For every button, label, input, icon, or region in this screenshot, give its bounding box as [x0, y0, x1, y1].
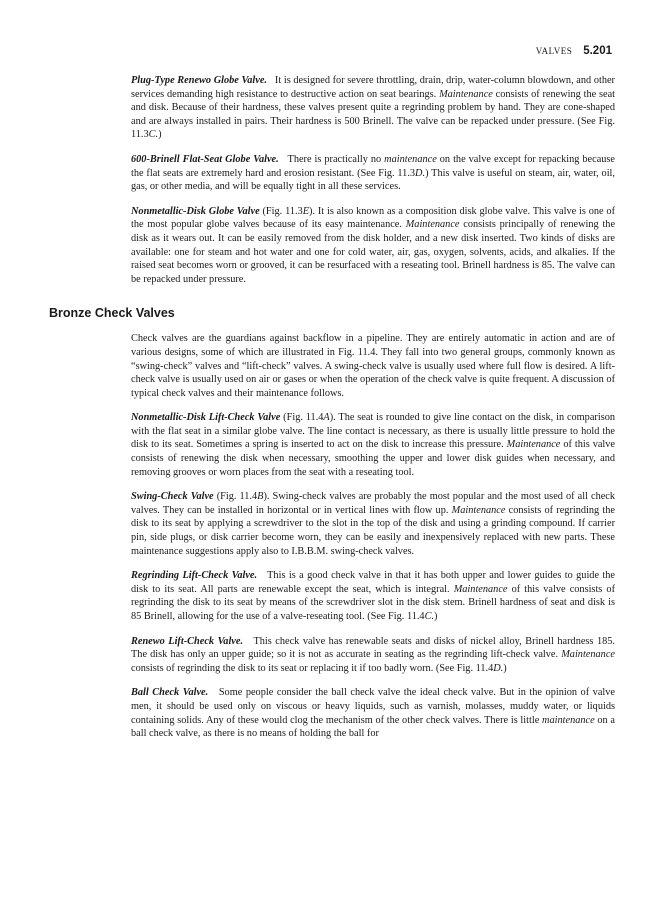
maintenance-term: Maintenance — [561, 649, 615, 661]
run-in-title: Renewo Lift-Check Valve. — [131, 635, 244, 647]
maintenance-term: Maintenance — [453, 583, 508, 595]
maintenance-term: Maintenance — [451, 504, 506, 516]
paragraph-nonmetallic-lift-check: Nonmetallic-Disk Lift-Check Valve (Fig. 11.4A). The seat is rounded to give line contact on the disk, in comparison with the flat seat in a similar globe valve. The line contact is necessary, as there is usually little pressure to hold the disk to its seat. Sometimes a spring is inserted to act on the disk to increase this pressure. Maintenance of this valve consists of renewing the disk when necessary, smoothing the upper and lower disk guides when necessary, and removing grooves or worn places from the seat with a reseating tool. — [131, 412, 615, 478]
figure-ref: D. — [493, 662, 504, 674]
paragraph-nonmetallic-globe: Nonmetallic-Disk Globe Valve (Fig. 11.3E). It is also known as a composition disk globe valve. This valve is one of the most popular globe valves because of its easy maintenance. Maintenance consists principally of renewing the disk as it wears out. It can be easily removed from the disk holder, and a new disk inserted. Two kinds of disks are available: one for steam and hot water and one for cold water, air, gas, oxygen, solvents, acids, and alkalies. If the raised seat becomes worn or grooved, it can be resurfaced with a reseating tool. Brinell hardness is 85. The valve can be repacked under pressure. — [131, 205, 616, 285]
paragraph-regrinding-lift-check: Regrinding Lift-Check Valve. This is a good check valve in that it has both upper and lower guides to guide the disk to its seat. All parts are renewable except the seat, which is integral. Maintenance of this valve consists of regrinding the disk to its seat by means of the screwdriver slot in the disk stem. Brinell hardness of seat and disk is 85 Brinell, allowing for the use of a valve-reseating tool. (See Fig. 11.4C.) — [131, 570, 616, 622]
figure-ref: C. — [424, 611, 435, 622]
page-number: 5.201 — [583, 45, 612, 57]
figure-ref: A — [323, 412, 330, 424]
paragraph-renewo-lift-check: Renewo Lift-Check Valve. This check valve has renewable seats and disks of nickel alloy, Brinell hardness 185. The disk has only an upper guide; so it is not as accurate in seating as the regrinding lift-check valve. Maintenance consists of regrinding the disk to its seat or replacing it if too badly worn. (See Fig. 11.4D.) — [131, 635, 615, 674]
paragraph-600-brinell: 600-Brinell Flat-Seat Globe Valve. There is practically no maintenance on the valve except for repacking because the flat seats are extremely hard and erosion resistant. (See Fig. 11.3D.) This valve is useful on steam, air, water, oil, gas, or other media, and will be equally tight in all these services. — [131, 153, 615, 193]
maintenance-term: Maintenance — [439, 88, 493, 100]
figure-ref: C. — [148, 129, 159, 141]
run-in-title: Regrinding Lift-Check Valve. — [131, 570, 258, 582]
section-name: VALVES — [535, 46, 573, 56]
figure-ref: D. — [415, 167, 426, 179]
run-in-title: Ball Check Valve. — [131, 687, 209, 699]
run-in-title: Nonmetallic-Disk Globe Valve — [131, 205, 260, 217]
maintenance-term: maintenance — [542, 714, 595, 726]
paragraph-check-valves-intro: Check valves are the guardians against backflow in a pipeline. They are entirely automatic in action and are of various designs, some of which are illustrated in Fig. 11.4. They fall into two general groups, commonly known as “swing-check” valves and “lift-check” valves. A swing-check valve is usually used where full flow is desired. A lift-check valve is usually used on air or gases or when the operation of the check valve is quite frequent. A discussion of typical check valves and their maintenance follows. — [131, 333, 615, 399]
paragraph-plug-type-renewo: Plug-Type Renewo Globe Valve. It is designed for severe throttling, drain, drip, water-column blowdown, and other services demanding high resistance to destructive action on seat bearings. Maintenance consists of renewing the seat and disk. Because of their hardness, these valves present quite a regrinding problem by hand. They are cone-shaped and are always installed in pairs. Their hardness is 500 Brinell. The valve can be repacked under pressure. (See Fig. 11.3C.) — [131, 75, 616, 141]
section-heading: Bronze Check Valves — [49, 306, 175, 321]
maintenance-term: Maintenance — [405, 219, 460, 231]
figure-ref: E — [302, 205, 310, 217]
run-in-title: Nonmetallic-Disk Lift-Check Valve — [131, 412, 281, 424]
run-in-title: Plug-Type Renewo Globe Valve. — [131, 75, 267, 86]
maintenance-term: Maintenance — [506, 439, 561, 451]
run-in-title: Swing-Check Valve — [131, 491, 214, 503]
paragraph-ball-check: Ball Check Valve. Some people consider the ball check valve the ideal check valve. But in the opinion of valve men, it should be used only on viscous or heavy liquids, such as varnish, molasses, muddy water, or liquids containing solids. Any of these would clog the mechanism of the other check valves. There is little maintenance on a ball check valve, as there is no means of holding the ball for — [131, 687, 615, 740]
running-header — [536, 45, 612, 57]
run-in-title: 600-Brinell Flat-Seat Globe Valve. — [131, 153, 279, 165]
figure-ref: B — [257, 491, 264, 503]
maintenance-term: maintenance — [384, 153, 437, 165]
page-body — [49, 74, 616, 752]
paragraph-swing-check: Swing-Check Valve (Fig. 11.4B). Swing-check valves are probably the most popular and the most used of all check valves. They can be installed in horizontal or in vertical lines with flow up. Maintenance consists of regrinding the disk to its seat by applying a screwdriver to the slot in the top of the disk and using a grinding compound. If carrier pin, side plugs, or disk carrier become worn, they can be easily and inexpensively replaced with new parts. These maintenance suggestions apply also to I.B.B.M. swing-check valves. — [131, 491, 616, 557]
